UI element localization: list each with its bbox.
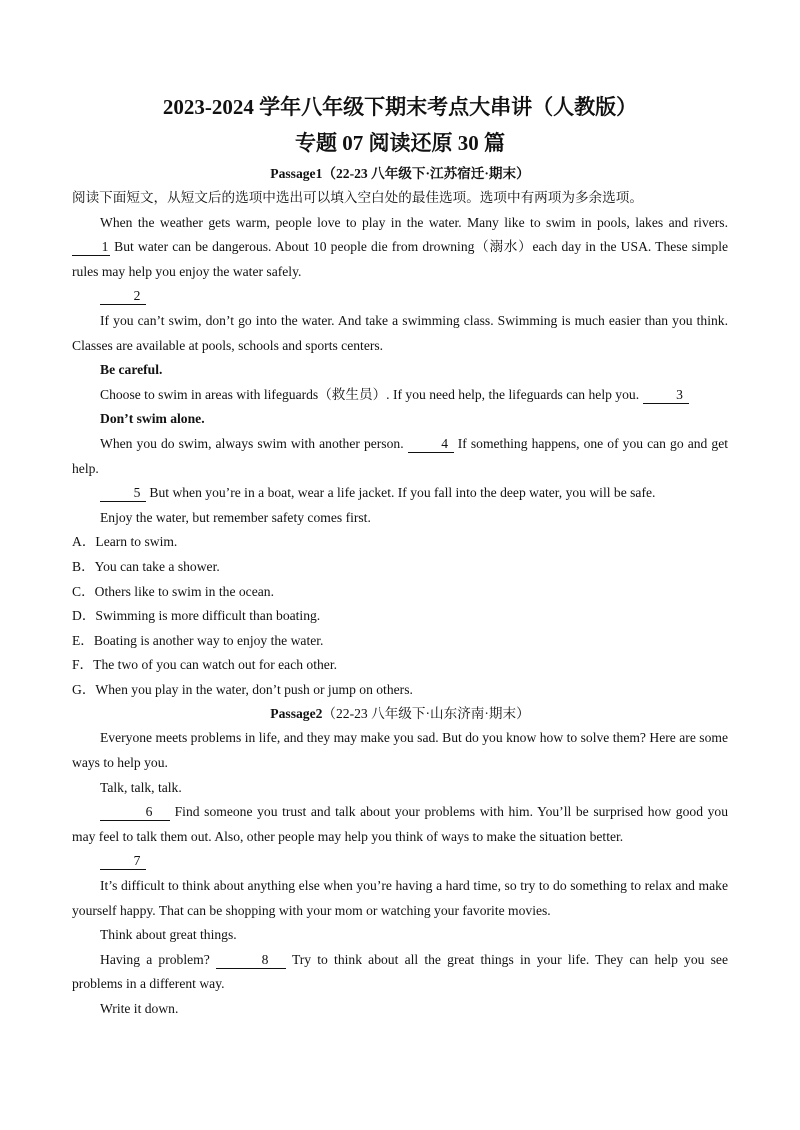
blank-4: 4 <box>408 436 454 453</box>
passage1-paragraph-3 <box>72 383 728 408</box>
passage2-heading-think: Think about great things. <box>100 927 237 943</box>
passage1-label: Passage1 <box>270 166 323 181</box>
blank-1: 1 <box>72 239 110 256</box>
passage1-heading <box>72 162 728 186</box>
blank-7: 7 <box>100 853 146 870</box>
passage1-paragraph-5 <box>72 481 728 506</box>
option-f: F．The two of you can watch out for each other. <box>72 657 337 673</box>
passage2-heading <box>72 702 728 726</box>
passage2-paragraph-1: Everyone meets problems in life, and they may make you sad. But do you know how to solve them? Here are some ways to help you. <box>72 730 728 771</box>
passage2-source: （22-23 八年级下·山东济南·期末） <box>322 706 530 722</box>
passage1-p3-text: Choose to swim in areas with lifeguards（救生员）. If you need help, the lifeguards can help you. <box>100 386 640 402</box>
passage2-label: Passage2 <box>270 706 323 722</box>
document-title: 2023-2024 学年八年级下期末考点大串讲（人教版） <box>162 95 638 119</box>
blank-5: 5 <box>100 485 146 502</box>
passage2-heading-talk: Talk, talk, talk. <box>100 779 182 795</box>
passage1-p5-text: But when you’re in a boat, wear a life jacket. If you fall into the deep water, you will be safe. <box>149 485 656 501</box>
option-a: A．Learn to swim. <box>72 534 178 550</box>
passage1-heading-be-careful: Be careful. <box>100 362 163 378</box>
passage1-source: （22-23 八年级下·江苏宿迁·期末） <box>322 166 530 181</box>
blank-6: 6 <box>100 804 170 821</box>
passage1-paragraph-6: Enjoy the water, but remember safety comes first. <box>100 509 371 525</box>
passage1-instruction: 阅读下面短文，从短文后的选项中选出可以填入空白处的最佳选项。选项中有两项为多余选项。 <box>72 190 643 205</box>
blank-8: 8 <box>216 952 286 969</box>
passage2-p4-text-a: Having a problem? <box>100 951 210 967</box>
passage1-p4-text-b: If something happens, one of you can go and get help. <box>72 435 729 476</box>
passage1-heading-dont-swim-alone: Don’t swim alone. <box>100 411 205 427</box>
passage1-paragraph-1 <box>72 211 728 285</box>
option-b: B．You can take a shower. <box>72 558 220 574</box>
passage2-heading-write: Write it down. <box>100 1001 179 1016</box>
option-c: C．Others like to swim in the ocean. <box>72 583 274 599</box>
blank-2: 2 <box>100 288 146 305</box>
option-e: E．Boating is another way to enjoy the water. <box>72 632 324 648</box>
passage2-paragraph-3: It’s difficult to think about anything else when you’re having a hard time, so try to do something to relax and make yourself happy. That can be shopping with your mom or watching your favorite movies. <box>72 878 728 918</box>
passage1-options <box>72 530 728 702</box>
passage1-paragraph-2: If you can’t swim, don’t go into the water. And take a swimming class. Swimming is much easier than you think. Classes are available at pools, schools and sports centers. <box>72 312 728 353</box>
blank-3: 3 <box>643 387 689 404</box>
passage2-p4-text-b: Try to think about all the great things in your life. They can help you see problems in a different way. <box>72 951 728 992</box>
passage2-paragraph-4 <box>72 948 728 997</box>
passage1-p1-text-a: When the weather gets warm, people love to play in the water. Many like to swim in pools, lakes and rivers. <box>100 214 728 230</box>
document-subtitle: 专题 07 阅读还原 30 篇 <box>295 131 505 155</box>
passage1-blank-2-line <box>72 284 728 309</box>
passage1-p4-text-a: When you do swim, always swim with another person. <box>100 435 404 451</box>
option-d: D．Swimming is more difficult than boating. <box>72 608 321 624</box>
passage1-paragraph-4 <box>72 432 728 481</box>
passage2-blank-7-line <box>72 849 728 874</box>
passage2-p2-text: Find someone you trust and talk about your problems with him. You’ll be surprised how good you may feel to talk them out. Also, other people may help you think of ways to make the situation better. <box>72 804 728 844</box>
passage1-p1-text-b: But water can be dangerous. About 10 people die from drowning（溺水）each day in the USA. These simple rules may help you enjoy the water safely. <box>72 239 728 279</box>
passage2-paragraph-2 <box>72 800 728 849</box>
option-g: G．When you play in the water, don’t push or jump on others. <box>72 681 413 697</box>
